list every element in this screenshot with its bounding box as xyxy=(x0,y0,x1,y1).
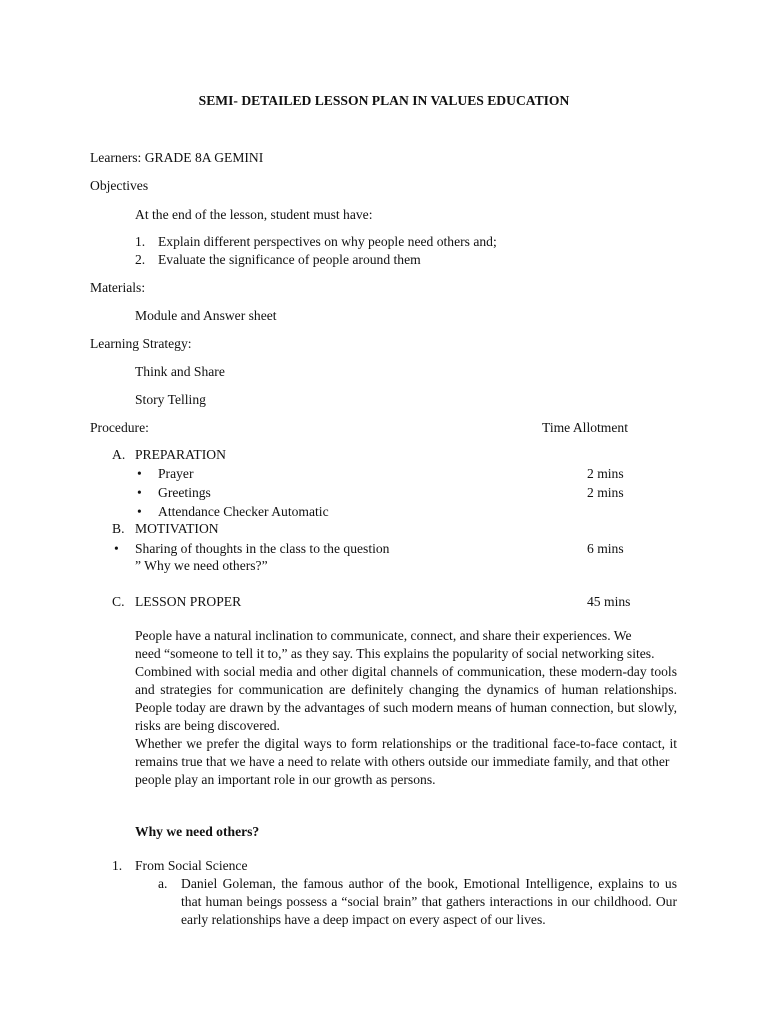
list-number: 1. xyxy=(112,858,123,873)
bullet-icon: • xyxy=(137,485,142,500)
preparation-time: 2 mins xyxy=(587,466,624,481)
body-line: People have a natural inclination to communicate, connect, and share their experiences. We xyxy=(135,628,632,643)
body-paragraph: Combined with social media and other digital channels of communication, these modern-day tools and strategies for communication are definitely changing the dynamics of human relationships. People today are drawn by the advantages of such modern means of human connection, but slowly, risks are being discovered. xyxy=(135,664,677,733)
bullet-icon: • xyxy=(114,541,119,556)
objective-text: Evaluate the significance of people around them xyxy=(158,252,421,267)
lesson-proper-heading: LESSON PROPER xyxy=(135,594,242,609)
objectives-label: Objectives xyxy=(90,178,149,193)
lesson-proper-time: 45 mins xyxy=(587,594,631,609)
preparation-time: 2 mins xyxy=(587,485,624,500)
bullet-icon: • xyxy=(137,504,142,519)
strategy-item: Story Telling xyxy=(135,392,206,407)
procedure-label: Procedure: xyxy=(90,420,149,435)
learners-line: Learners: GRADE 8A GEMINI xyxy=(90,150,264,165)
motivation-question: ” Why we need others?” xyxy=(135,558,268,573)
preparation-item: Prayer xyxy=(158,466,194,481)
why-heading: Why we need others? xyxy=(135,824,260,839)
materials-value: Module and Answer sheet xyxy=(135,308,277,323)
time-allotment-label: Time Allotment xyxy=(542,420,628,435)
motivation-time: 6 mins xyxy=(587,541,624,556)
motivation-heading: MOTIVATION xyxy=(135,521,219,536)
strategy-label: Learning Strategy: xyxy=(90,336,192,351)
sub-letter: a. xyxy=(158,876,168,891)
lesson-body xyxy=(135,627,677,789)
social-science-heading: From Social Science xyxy=(135,858,248,873)
section-letter: A. xyxy=(112,447,126,462)
objective-text: Explain different perspectives on why people need others and; xyxy=(158,234,497,249)
preparation-item: Attendance Checker Automatic xyxy=(158,504,329,519)
strategy-item: Think and Share xyxy=(135,364,225,379)
preparation-heading: PREPARATION xyxy=(135,447,226,462)
page-title: SEMI- DETAILED LESSON PLAN IN VALUES EDUCATION xyxy=(198,93,570,108)
motivation-item: Sharing of thoughts in the class to the question xyxy=(135,541,390,556)
objectives-intro: At the end of the lesson, student must have: xyxy=(135,207,373,222)
objective-number: 2. xyxy=(135,252,146,267)
bullet-icon: • xyxy=(137,466,142,481)
goleman-paragraph: Daniel Goleman, the famous author of the book, Emotional Intelligence, explains to us that human beings possess a “social brain” that gathers interactions in our childhood. Our early relationships have a deep impact on every aspect of our lives. xyxy=(181,876,677,927)
materials-label: Materials: xyxy=(90,280,146,295)
section-letter: C. xyxy=(112,594,125,609)
section-letter: B. xyxy=(112,521,125,536)
body-paragraph: Whether we prefer the digital ways to form relationships or the traditional face-to-face contact, it remains true that we have a need to relate with others outside our immediate family, and that other xyxy=(135,736,677,769)
body-line: people play an important role in our growth as persons. xyxy=(135,772,436,787)
body-line: need “someone to tell it to,” as they say. This explains the popularity of social networking sites. xyxy=(135,646,655,661)
preparation-item: Greetings xyxy=(158,485,211,500)
objective-number: 1. xyxy=(135,234,146,249)
